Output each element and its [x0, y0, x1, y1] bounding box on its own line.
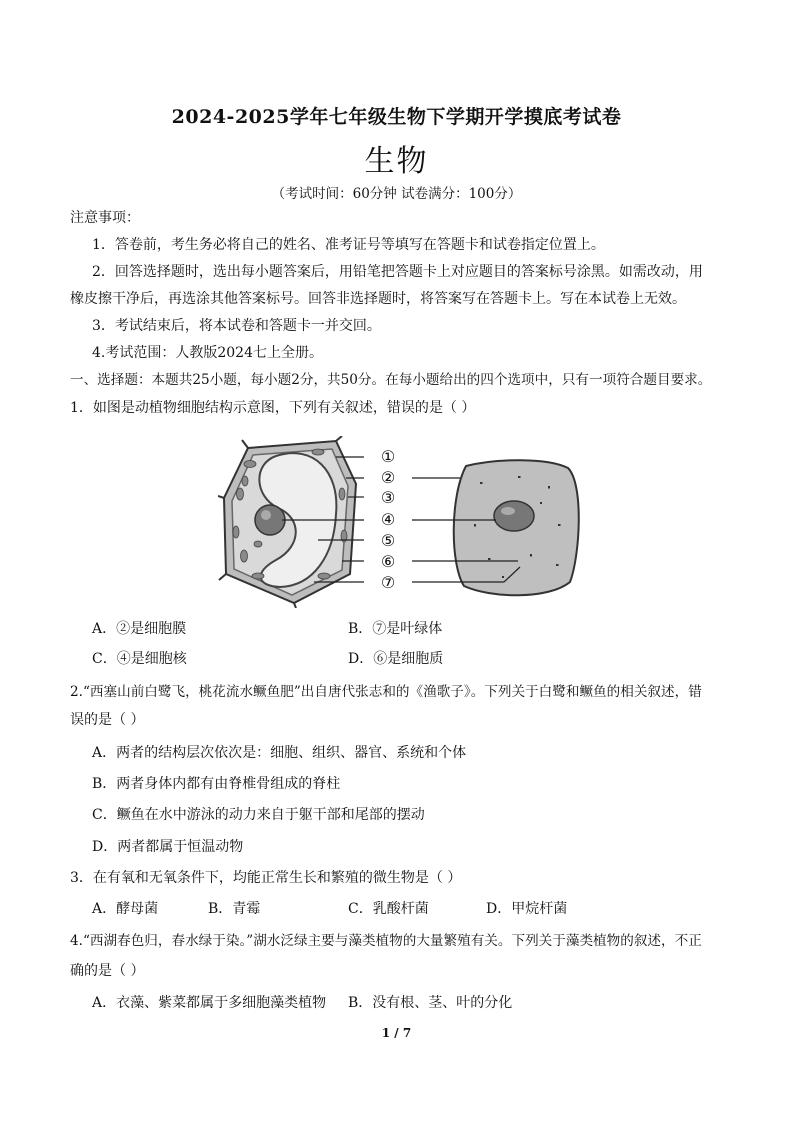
question-1-option-c: C．④是细胞核	[92, 651, 187, 667]
exam-info: （考试时间：60分钟 试卷满分：100分）	[271, 186, 522, 202]
question-4-option-b: B．没有根、茎、叶的分化	[348, 995, 513, 1011]
question-2-option-a: A．两者的结构层次依次是：细胞、组织、器官、系统和个体	[92, 745, 467, 761]
question-2-option-c: C．鳜鱼在水中游泳的动力来自于躯干部和尾部的摆动	[92, 807, 425, 823]
question-2-option-b: B．两者身体内都有由脊椎骨组成的脊柱	[92, 776, 341, 792]
diagram-label: ①	[380, 447, 396, 466]
diagram-label: ⑤	[380, 531, 396, 550]
question-1-option-d: D．⑥是细胞质	[348, 651, 444, 667]
note-item: 2．回答选择题时，选出每小题答案后，用铅笔把答题卡上对应题目的答案标号涂黑。如需改动，用	[92, 264, 703, 280]
diagram-label: ③	[380, 488, 396, 507]
diagram-label: ⑦	[380, 573, 396, 592]
note-item: 1．答卷前，考生务必将自己的姓名、准考证号等填写在答题卡和试卷指定位置上。	[92, 237, 605, 253]
plant-nucleus	[255, 505, 285, 535]
question-3-option-b: B．青霉	[208, 901, 261, 917]
diagram-label: ⑥	[380, 552, 396, 571]
section-heading: 一、选择题：本题共25小题，每小题2分，共50分。在每小题给出的四个选项中，只有一项符合题目要求。	[70, 372, 712, 388]
note-item: 橡皮擦干净后，再选涂其他答案标号。回答非选择题时，将答案写在答题卡上。写在本试卷上无效。	[70, 291, 686, 307]
question-2-stem-cont: 误的是（ ）	[70, 712, 145, 728]
question-3-option-c: C．乳酸杆菌	[348, 901, 429, 917]
note-item: 3．考试结束后，将本试卷和答题卡一并交回。	[92, 318, 381, 334]
question-1-stem: 1．如图是动植物细胞结构示意图，下列有关叙述，错误的是（ ）	[70, 400, 476, 416]
subject-title: 生物	[364, 144, 429, 179]
exam-title: 2024-2025学年七年级生物下学期开学摸底考试卷	[171, 106, 622, 128]
diagram-label: ④	[380, 510, 396, 529]
question-2-stem: 2.“西塞山前白鹭飞，桃花流水鳜鱼肥”出自唐代张志和的《渔歌子》。下列关于白鹭和鳜鱼的相关叙述，错	[70, 684, 702, 700]
question-1-option-a: A．②是细胞膜	[92, 621, 187, 637]
question-1-option-b: B．⑦是叶绿体	[348, 621, 443, 637]
animal-nucleus	[494, 501, 534, 531]
question-4-stem-cont: 确的是（ ）	[70, 963, 145, 979]
question-4-option-a: A．衣藻、紫菜都属于多细胞藻类植物	[92, 995, 327, 1011]
note-item: 4.考试范围：人教版2024七上全册。	[92, 345, 323, 361]
notes-heading: 注意事项：	[70, 210, 140, 226]
cell-structure-diagram	[218, 436, 586, 608]
question-4-stem: 4.“西湖春色归，春水绿于染。”湖水泛绿主要与藻类植物的大量繁殖有关。下列关于藻类植物的叙述，不正	[70, 933, 702, 949]
question-3-option-a: A．酵母菌	[92, 901, 159, 917]
diagram-label: ②	[380, 468, 396, 487]
question-2-option-d: D．两者都属于恒温动物	[92, 839, 244, 855]
question-3-option-d: D．甲烷杆菌	[486, 901, 568, 917]
page-number: 1 / 7	[381, 1026, 412, 1040]
question-3-stem: 3．在有氧和无氧条件下，均能正常生长和繁殖的微生物是（ ）	[70, 870, 462, 886]
